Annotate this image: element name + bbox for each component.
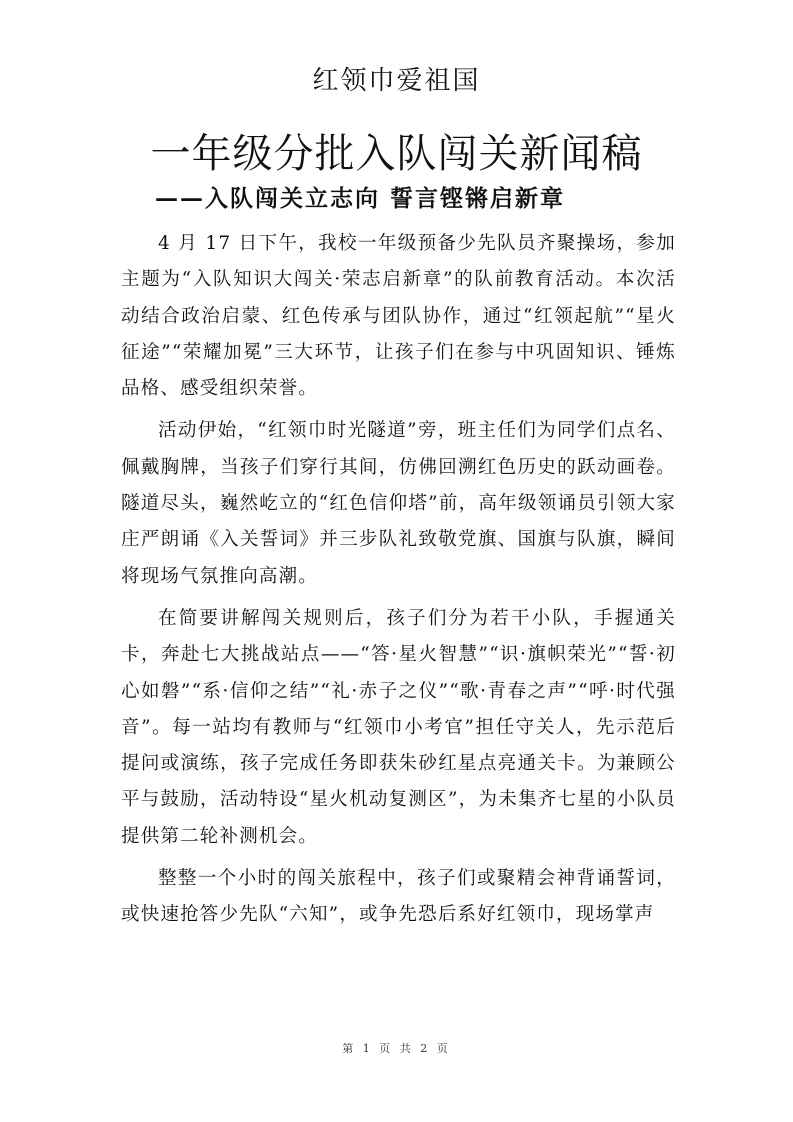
paragraph: 活动伊始，“红领巾时光隧道”旁，班主任们为同学们点名、佩戴胸牌，当孩子们穿行其间，仿佛回溯红色历史的跃动画卷。隧道尽头，巍然屹立的“红色信仰塔”前，高年级领诵员引领大家庄严朗诵《入关誓词》并三步队礼致敬党旗、国旗与队旗，瞬间将现场气氛推向高潮。: [121, 420, 676, 587]
document-body: [121, 226, 676, 940]
document-subtitle: ——入队闯关立志向 誓言铿锵启新章: [155, 185, 566, 212]
paragraph: 整整一个小时的闯关旅程中，孩子们或聚精会神背诵誓词，或快速抢答少先队“六知”，或争先恐后系好红领巾，现场掌声: [121, 868, 676, 926]
paragraph: 在简要讲解闯关规则后，孩子们分为若干小队，手握通关卡，奔赴七大挑战站点——“答·星火智慧”“识·旗帜荣光”“誓·初心如磐”“系·信仰之结”“礼·赤子之仪”“歌·青春之声”“呼·时代强音”。每一站均有教师与“红领巾小考官”担任守关人，先示范后提问或演练，孩子完成任务即获朱砂红星点亮通关卡。为兼顾公平与鼓励，活动特设“星火机动复测区”，为未集齐七星的小队员提供第二轮补测机会。: [121, 607, 676, 847]
paragraph: 4 月 17 日下午，我校一年级预备少先队员齐聚操场，参加主题为“入队知识大闯关·荣志启新章”的队前教育活动。本次活动结合政治启蒙、红色传承与团队协作，通过“红领起航”“星火征途”“荣耀加冕”三大环节，让孩子们在参与中巩固知识、锤炼品格、感受组织荣誉。: [121, 233, 676, 400]
document-header: 红领巾爱祖国: [312, 66, 481, 96]
page-number-footer: 第 1 页 共 2 页: [342, 1042, 451, 1055]
document-title: 一年级分批入队闯关新闻稿: [150, 131, 643, 177]
